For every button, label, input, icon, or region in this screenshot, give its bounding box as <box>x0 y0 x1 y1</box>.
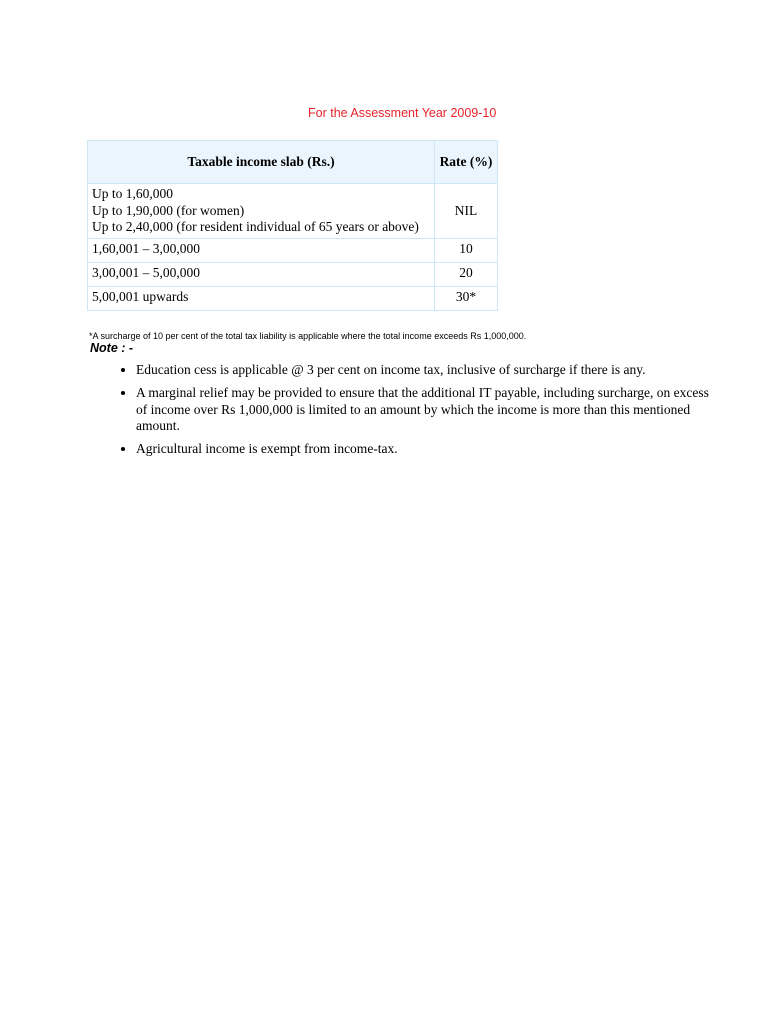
notes-list <box>110 362 711 464</box>
table-row <box>88 238 498 262</box>
rate-cell: NIL <box>435 184 498 239</box>
table-row <box>88 286 498 310</box>
rate-column-header: Rate (%) <box>435 141 498 184</box>
table-row <box>88 184 498 239</box>
table-row <box>88 262 498 286</box>
list-item: • Agricultural income is exempt from income-tax. <box>136 441 711 458</box>
slab-cell: 3,00,001 – 5,00,000 <box>88 262 435 286</box>
rate-cell: 20 <box>435 262 498 286</box>
note-label: Note : - <box>90 341 134 355</box>
slab-cell: 1,60,001 – 3,00,000 <box>88 238 435 262</box>
assessment-year-heading: For the Assessment Year 2009-10 <box>308 106 497 120</box>
list-item: • A marginal relief may be provided to ensure that the additional IT payable, including surcharge, on excess of income over Rs 1,000,000 is limited to an amount by which the income is more than this mentioned amount. <box>136 385 711 435</box>
rate-cell: 10 <box>435 238 498 262</box>
surcharge-footnote: *A surcharge of 10 per cent of the total tax liability is applicable where the total income exceeds Rs 1,000,000. <box>89 331 527 341</box>
rate-cell: 30* <box>435 286 498 310</box>
slab-cell: 5,00,001 upwards <box>88 286 435 310</box>
slab-line-general: Up to 1,60,000 <box>92 186 173 201</box>
slab-line-senior: Up to 2,40,000 (for resident individual of 65 years or above) <box>92 219 419 234</box>
slab-column-header: Taxable income slab (Rs.) <box>88 141 435 184</box>
slab-line-women: Up to 1,90,000 (for women) <box>92 202 245 218</box>
list-item: • Education cess is applicable @ 3 per cent on income tax, inclusive of surcharge if there is any. <box>136 362 711 379</box>
slab-cell <box>88 184 435 239</box>
table-header-row <box>88 141 498 184</box>
tax-slab-table <box>87 140 498 311</box>
